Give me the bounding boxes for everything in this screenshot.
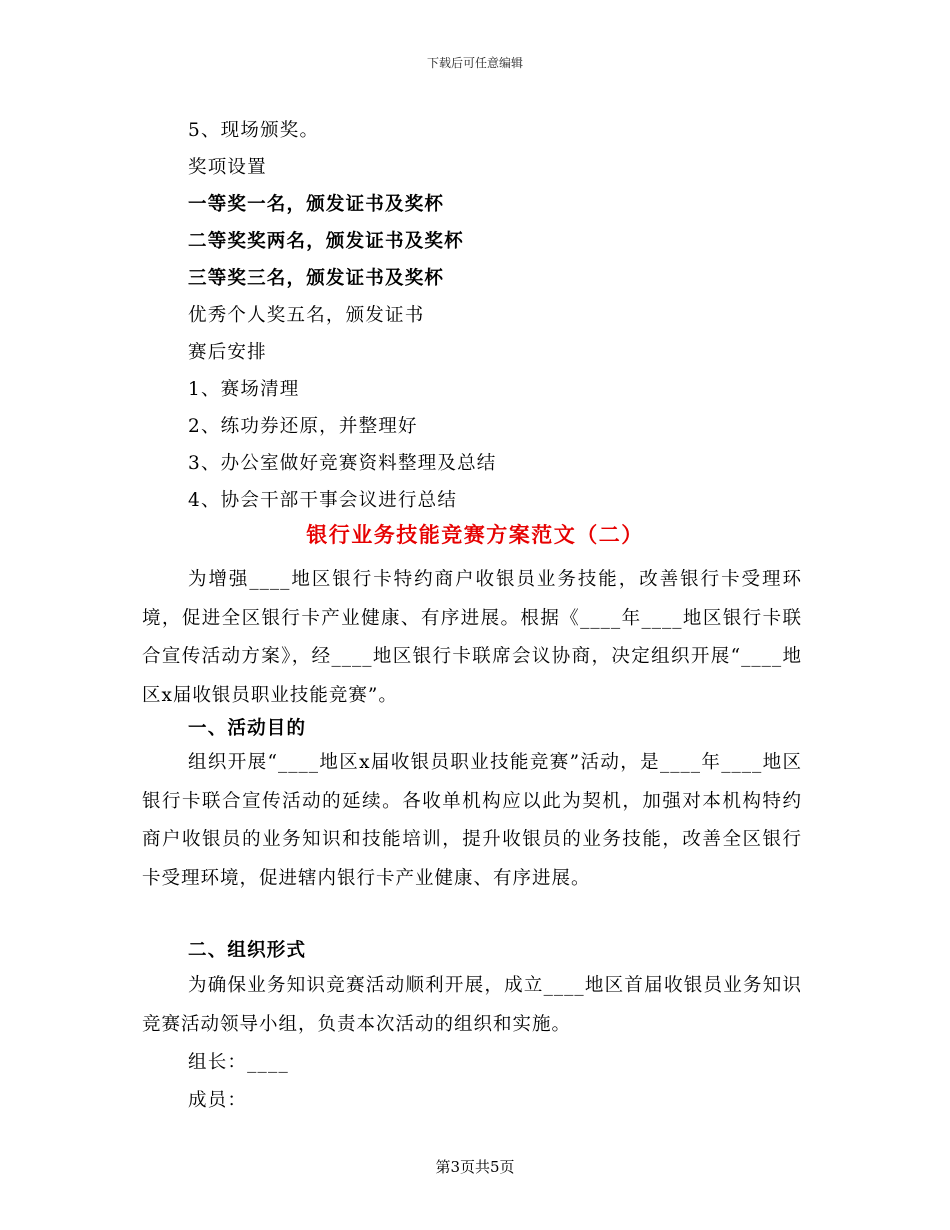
- organization-paragraph: 为确保业务知识竞赛活动顺利开展，成立____地区首届收银员业务知识竞赛活动领导小组，负责本次活动的组织和实施。: [142, 975, 802, 1035]
- post-match-heading: 赛后安排: [188, 342, 267, 363]
- heading-activity-purpose: 一、活动目的: [188, 718, 307, 739]
- award-ceremony-line: 5、现场颁奖。: [188, 120, 320, 141]
- post-match-item-3: 3、办公室做好竞赛资料整理及总结: [188, 453, 497, 474]
- third-prize-line: 三等奖三名，颁发证书及奖杯: [188, 268, 445, 289]
- activity-purpose-paragraph: 组织开展“____地区x届收银员职业技能竞赛”活动，是____年____地区银行卡联合宣传活动的延续。各收单机构应以此为契机，加强对本机构特约商户收银员的业务知识和技能培训，提升收银员的业务技能，改善全区银行卡受理环境，促进辖内银行卡产业健康、有序进展。: [142, 752, 802, 889]
- page-footer: 第3页共5页: [435, 1158, 515, 1176]
- post-match-item-1: 1、赛场清理: [188, 379, 300, 400]
- section-title: 银行业务技能竞赛方案范文（二）: [306, 522, 644, 547]
- excellence-award-line: 优秀个人奖五名，颁发证书: [188, 305, 425, 326]
- post-match-item-4: 4、协会干部干事会议进行总结: [188, 490, 458, 511]
- intro-paragraph: 为增强____地区银行卡特约商户收银员业务技能，改善银行卡受理环境，促进全区银行卡产业健康、有序进展。根据《____年____地区银行卡联合宣传活动方案》，经____地区银行卡联席会议协商，决定组织开展“____地区x届收银员职业技能竞赛”。: [142, 569, 802, 706]
- post-match-item-2: 2、练功券还原，并整理好: [188, 416, 418, 437]
- awards-setting-heading: 奖项设置: [188, 157, 267, 178]
- members-line: 成员：: [188, 1090, 248, 1111]
- heading-organization-form: 二、组织形式: [188, 940, 307, 961]
- page-header: 下载后可任意编辑: [426, 56, 523, 70]
- second-prize-line: 二等奖奖两名，颁发证书及奖杯: [188, 231, 464, 252]
- first-prize-line: 一等奖一名，颁发证书及奖杯: [188, 194, 445, 215]
- leader-line: 组长：____: [188, 1052, 289, 1073]
